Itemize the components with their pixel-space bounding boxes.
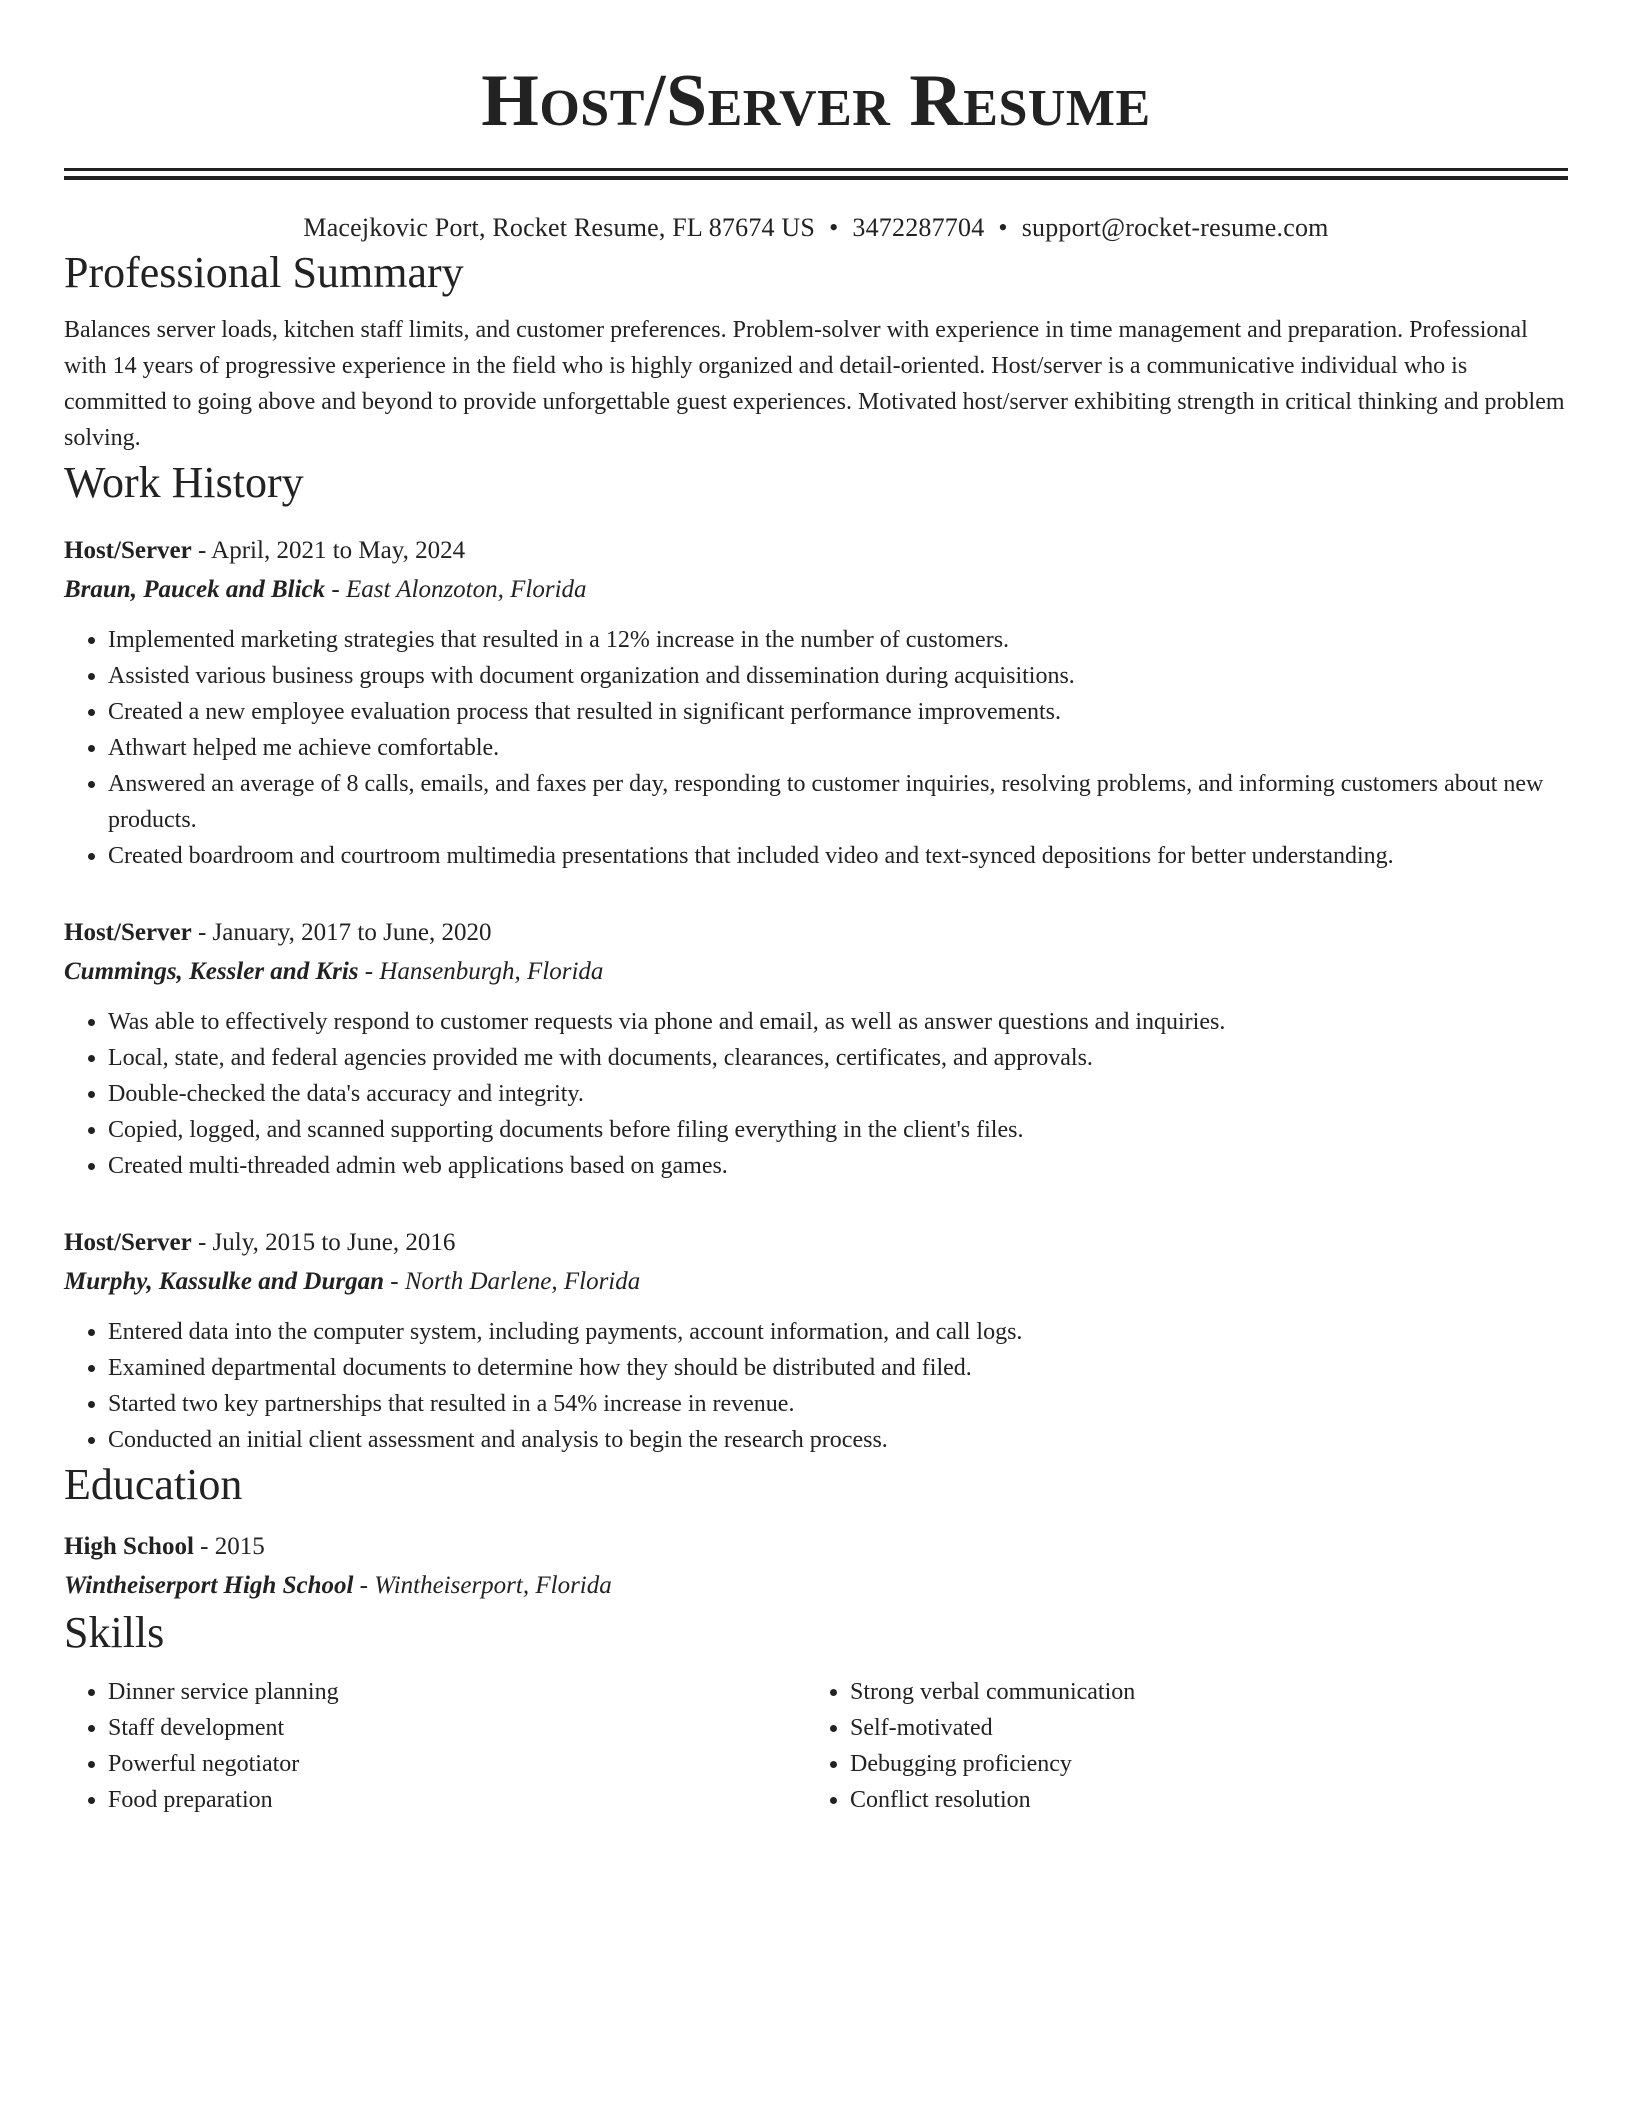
- job-dates: - April, 2021 to May, 2024: [191, 537, 466, 564]
- job-bullet: • Created multi-threaded admin web applications based on games.: [108, 1148, 1568, 1184]
- job-company-line: [64, 570, 1568, 610]
- skill-item: • Conflict resolution: [850, 1782, 1566, 1818]
- contact-email: support@rocket-resume.com: [1021, 213, 1329, 242]
- contact-line: [64, 210, 1568, 246]
- skills-column: [64, 1674, 806, 1818]
- job-location: - North Darlene, Florida: [384, 1268, 641, 1295]
- summary-text: Balances server loads, kitchen staff limits, and customer preferences. Problem-solver with experience in time management and preparation. Professional with 14 years of progressive experience in the field who is highly organized and detail-oriented. Host/server is a communicative individual who is committed to going above and beyond to provide unforgettable guest experiences. Motivated host/server exhibiting strength in critical thinking and problem solving.: [64, 317, 1565, 451]
- contact-separator: •: [829, 213, 839, 242]
- work-history-heading: Work History: [64, 458, 304, 507]
- job-bullets: [64, 622, 1568, 874]
- job-location: - Hansenburgh, Florida: [358, 958, 604, 985]
- education-school-line: [64, 1566, 1568, 1606]
- job-company-line: [64, 952, 1568, 992]
- job-bullet: • Athwart helped me achieve comfortable.: [108, 730, 1568, 766]
- skill-item: • Debugging proficiency: [850, 1746, 1566, 1782]
- skill-item: • Food preparation: [108, 1782, 806, 1818]
- job-bullet: • Copied, logged, and scanned supporting documents before filing everything in the client's files.: [108, 1112, 1568, 1148]
- job-title-line: [64, 914, 1568, 952]
- job-company-line: [64, 1262, 1568, 1302]
- job-bullets: [64, 1004, 1568, 1184]
- skills-list: [64, 1674, 1568, 1818]
- contact-phone: 3472287704: [852, 213, 985, 242]
- job-bullet: • Local, state, and federal agencies provided me with documents, clearances, certificates, and approvals.: [108, 1040, 1568, 1076]
- job-title: Host/Server: [64, 537, 192, 564]
- job-bullet: • Created boardroom and courtroom multimedia presentations that included video and text-synced depositions for better understanding.: [108, 838, 1568, 874]
- job-title: Host/Server: [64, 919, 192, 946]
- contact-separator: •: [998, 213, 1008, 242]
- job-bullet: • Assisted various business groups with document organization and dissemination during acquisitions.: [108, 658, 1568, 694]
- education-year: - 2015: [193, 1533, 265, 1560]
- skill-item: • Powerful negotiator: [108, 1746, 806, 1782]
- education-heading: Education: [64, 1460, 243, 1509]
- skills-heading: Skills: [64, 1608, 165, 1657]
- job-bullet: • Created a new employee evaluation process that resulted in significant performance improvements.: [108, 694, 1568, 730]
- job-bullet: • Implemented marketing strategies that resulted in a 12% increase in the number of customers.: [108, 622, 1568, 658]
- education-entry: [64, 1528, 1568, 1606]
- skill-item: • Dinner service planning: [108, 1674, 806, 1710]
- job-entry: [64, 1224, 1568, 1458]
- job-bullet: • Answered an average of 8 calls, emails, and faxes per day, responding to customer inquiries, resolving problems, and informing customers about new products.: [108, 766, 1568, 838]
- job-bullet: • Started two key partnerships that resulted in a 54% increase in revenue.: [108, 1386, 1568, 1422]
- job-company: Murphy, Kassulke and Durgan: [64, 1268, 385, 1295]
- job-bullets: [64, 1314, 1568, 1458]
- job-company: Cummings, Kessler and Kris: [64, 958, 359, 985]
- education-degree: High School: [64, 1533, 194, 1560]
- job-title-line: [64, 1224, 1568, 1262]
- skill-item: • Staff development: [108, 1710, 806, 1746]
- job-bullet: • Was able to effectively respond to customer requests via phone and email, as well as answer questions and inquiries.: [108, 1004, 1568, 1040]
- education-location: - Wintheiserport, Florida: [353, 1572, 612, 1599]
- job-company: Braun, Paucek and Blick: [64, 576, 326, 603]
- job-bullet: • Double-checked the data's accuracy and integrity.: [108, 1076, 1568, 1112]
- job-entry: [64, 914, 1568, 1184]
- skill-item: • Strong verbal communication: [850, 1674, 1566, 1710]
- resume-title: Host/Server Resume: [481, 60, 1151, 142]
- skill-item: • Self-motivated: [850, 1710, 1566, 1746]
- contact-address: Macejkovic Port, Rocket Resume, FL 87674 US: [303, 213, 816, 242]
- title-divider: [64, 168, 1568, 180]
- job-title-line: [64, 532, 1568, 570]
- job-entry: [64, 532, 1568, 874]
- summary-heading: Professional Summary: [64, 248, 464, 297]
- job-title: Host/Server: [64, 1229, 192, 1256]
- job-bullet: • Entered data into the computer system, including payments, account information, and call logs.: [108, 1314, 1568, 1350]
- education-school: Wintheiserport High School: [64, 1572, 354, 1599]
- job-location: - East Alonzoton, Florida: [325, 576, 587, 603]
- skills-column: [806, 1674, 1566, 1818]
- job-dates: - July, 2015 to June, 2016: [191, 1229, 456, 1256]
- education-degree-line: [64, 1528, 1568, 1566]
- job-bullet: • Conducted an initial client assessment and analysis to begin the research process.: [108, 1422, 1568, 1458]
- job-dates: - January, 2017 to June, 2020: [191, 919, 492, 946]
- job-bullet: • Examined departmental documents to determine how they should be distributed and filed.: [108, 1350, 1568, 1386]
